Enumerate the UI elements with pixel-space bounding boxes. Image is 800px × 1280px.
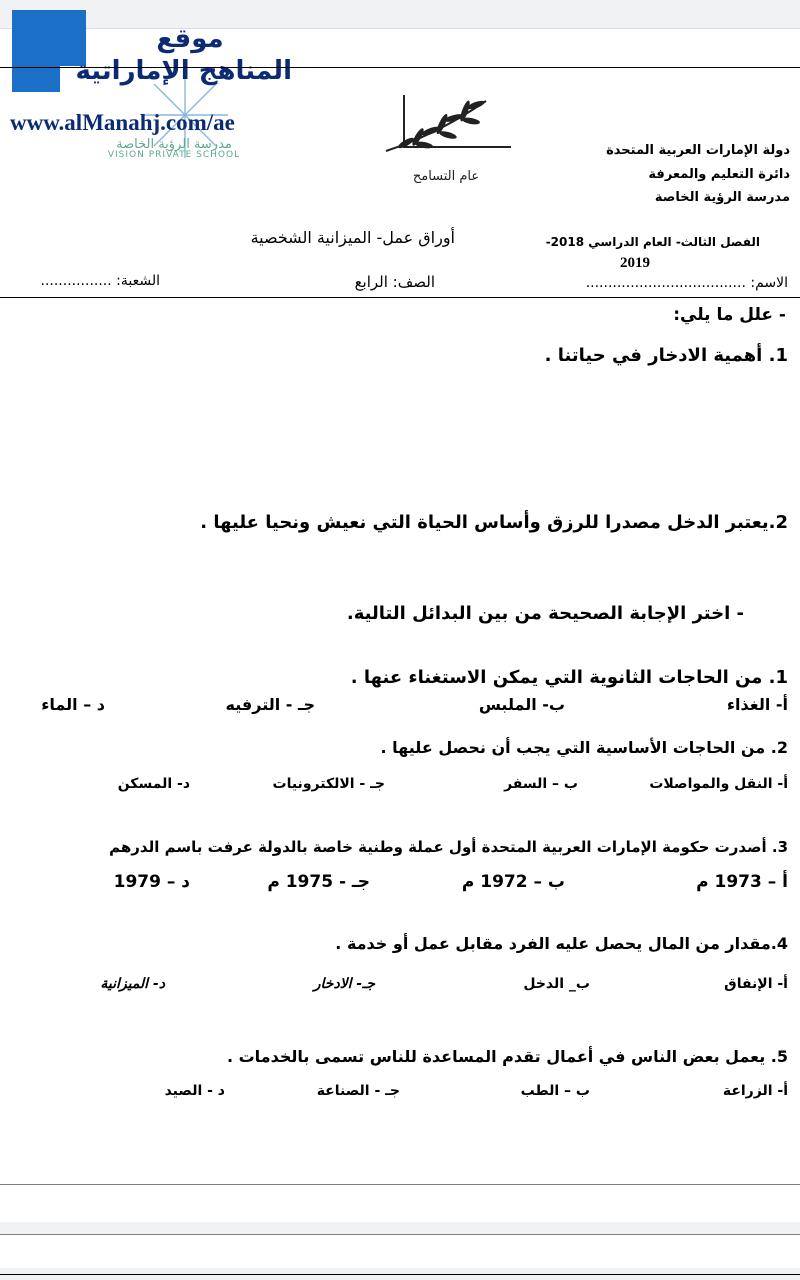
mcq-2-option-c[interactable]: جـ - الالكترونيات (272, 776, 385, 792)
mcq-1-option-c[interactable]: جـ - الترفيه (225, 695, 315, 714)
mcq-1-option-b[interactable]: ب- الملبس (478, 695, 565, 714)
footer-rule-1 (0, 1184, 800, 1185)
mcq-3-text: 3. أصدرت حكومة الإمارات العربية المتحدة أول عملة وطنية خاصة بالدولة عرفت باسم الدرهم (109, 838, 788, 856)
mcq-3-option-b[interactable]: ب – 1972 م (461, 872, 565, 892)
mcq-5-option-d[interactable]: د - الصيد (164, 1083, 225, 1099)
leaf-branch-icon (376, 93, 516, 173)
mcq-3-option-d[interactable]: د – 1979 (113, 872, 190, 892)
mcq-4-option-a[interactable]: أ- الإنفاق (724, 976, 788, 992)
mcq-3-option-a[interactable]: أ – 1973 م (696, 872, 788, 892)
mcq-3-option-c[interactable]: جـ - 1975 م (267, 872, 370, 892)
mcq-4-option-d[interactable]: د- الميزانية (100, 976, 165, 992)
mcq-1-option-d[interactable]: د – الماء (41, 695, 105, 714)
mcq-4-text: 4.مقدار من المال يحصل عليه الفرد مقابل عمل أو خدمة . (335, 934, 788, 953)
header-rule (0, 67, 800, 68)
viewer-top-bar (0, 0, 800, 29)
term-label: الفصل الثالث- العام الدراسي 2018- (545, 235, 760, 249)
worksheet-title: أوراق عمل- الميزانية الشخصية (250, 228, 455, 247)
header-bottom-rule (0, 297, 800, 298)
name-field[interactable]: الاسم: .................................... (585, 275, 788, 291)
watermark-line2: المناهج الإماراتية (75, 56, 292, 86)
footer-rule-2 (0, 1234, 800, 1235)
mcq-4-option-c[interactable]: جـ- الادخار (313, 976, 375, 992)
mcq-5-option-b[interactable]: ب – الطب (520, 1083, 590, 1099)
watermark-line1: موقع (156, 24, 224, 54)
mcq-5-text: 5. يعمل بعض الناس في أعمال تقدم المساعدة للناس تسمى بالخدمات . (226, 1047, 788, 1066)
mcq-5-option-c[interactable]: جـ - الصناعة (316, 1083, 400, 1099)
footer-band (0, 1222, 800, 1234)
org-line-3: مدرسة الرؤية الخاصة (654, 190, 790, 205)
mcq-2-option-b[interactable]: ب – السفر (504, 776, 578, 792)
watermark-url: www.alManahj.com/ae (10, 110, 235, 135)
org-line-1: دولة الإمارات العربية المتحدة (606, 143, 790, 158)
mcq-1-option-a[interactable]: أ- الغذاء (726, 695, 788, 714)
mcq-2-option-a[interactable]: أ- النقل والمواصلات (649, 776, 788, 792)
watermark-logo-block-small (12, 40, 60, 92)
mcq-1-text: 1. من الحاجات الثانوية التي يمكن الاستغناء عنها . (350, 667, 788, 688)
watermark-school-en: VISION PRIVATE SCHOOL (107, 150, 241, 160)
footer-rule-3 (0, 1274, 800, 1275)
org-line-2: دائرة التعليم والمعرفة (648, 167, 790, 182)
mcq-5-option-a[interactable]: أ- الزراعة (722, 1083, 788, 1099)
section1-heading: - علل ما يلي: (673, 305, 786, 325)
mcq-2-option-d[interactable]: د- المسكن (117, 776, 190, 792)
section-field[interactable]: الشعبة: ................ (40, 273, 160, 289)
tolerance-caption: عام التسامح (412, 169, 480, 184)
watermark-school-ar: مدرسة الرؤية الخاصة (116, 137, 232, 152)
section1-q2: 2.يعتبر الدخل مصدرا للرزق وأساس الحياة التي نعيش ونحيا عليها . (200, 512, 788, 533)
term-year: 2019 (620, 255, 650, 271)
mcq-4-option-b[interactable]: ب_ الدخل (523, 976, 590, 992)
mcq-2-text: 2. من الحاجات الأساسية التي يجب أن نحصل عليها . (380, 738, 788, 757)
tolerance-logo (376, 93, 516, 191)
grade-field: الصف: الرابع (354, 273, 435, 291)
section2-heading: - اختر الإجابة الصحيحة من بين البدائل التالية. (346, 603, 744, 624)
section1-q1: 1. أهمية الادخار في حياتنا . (544, 345, 788, 366)
